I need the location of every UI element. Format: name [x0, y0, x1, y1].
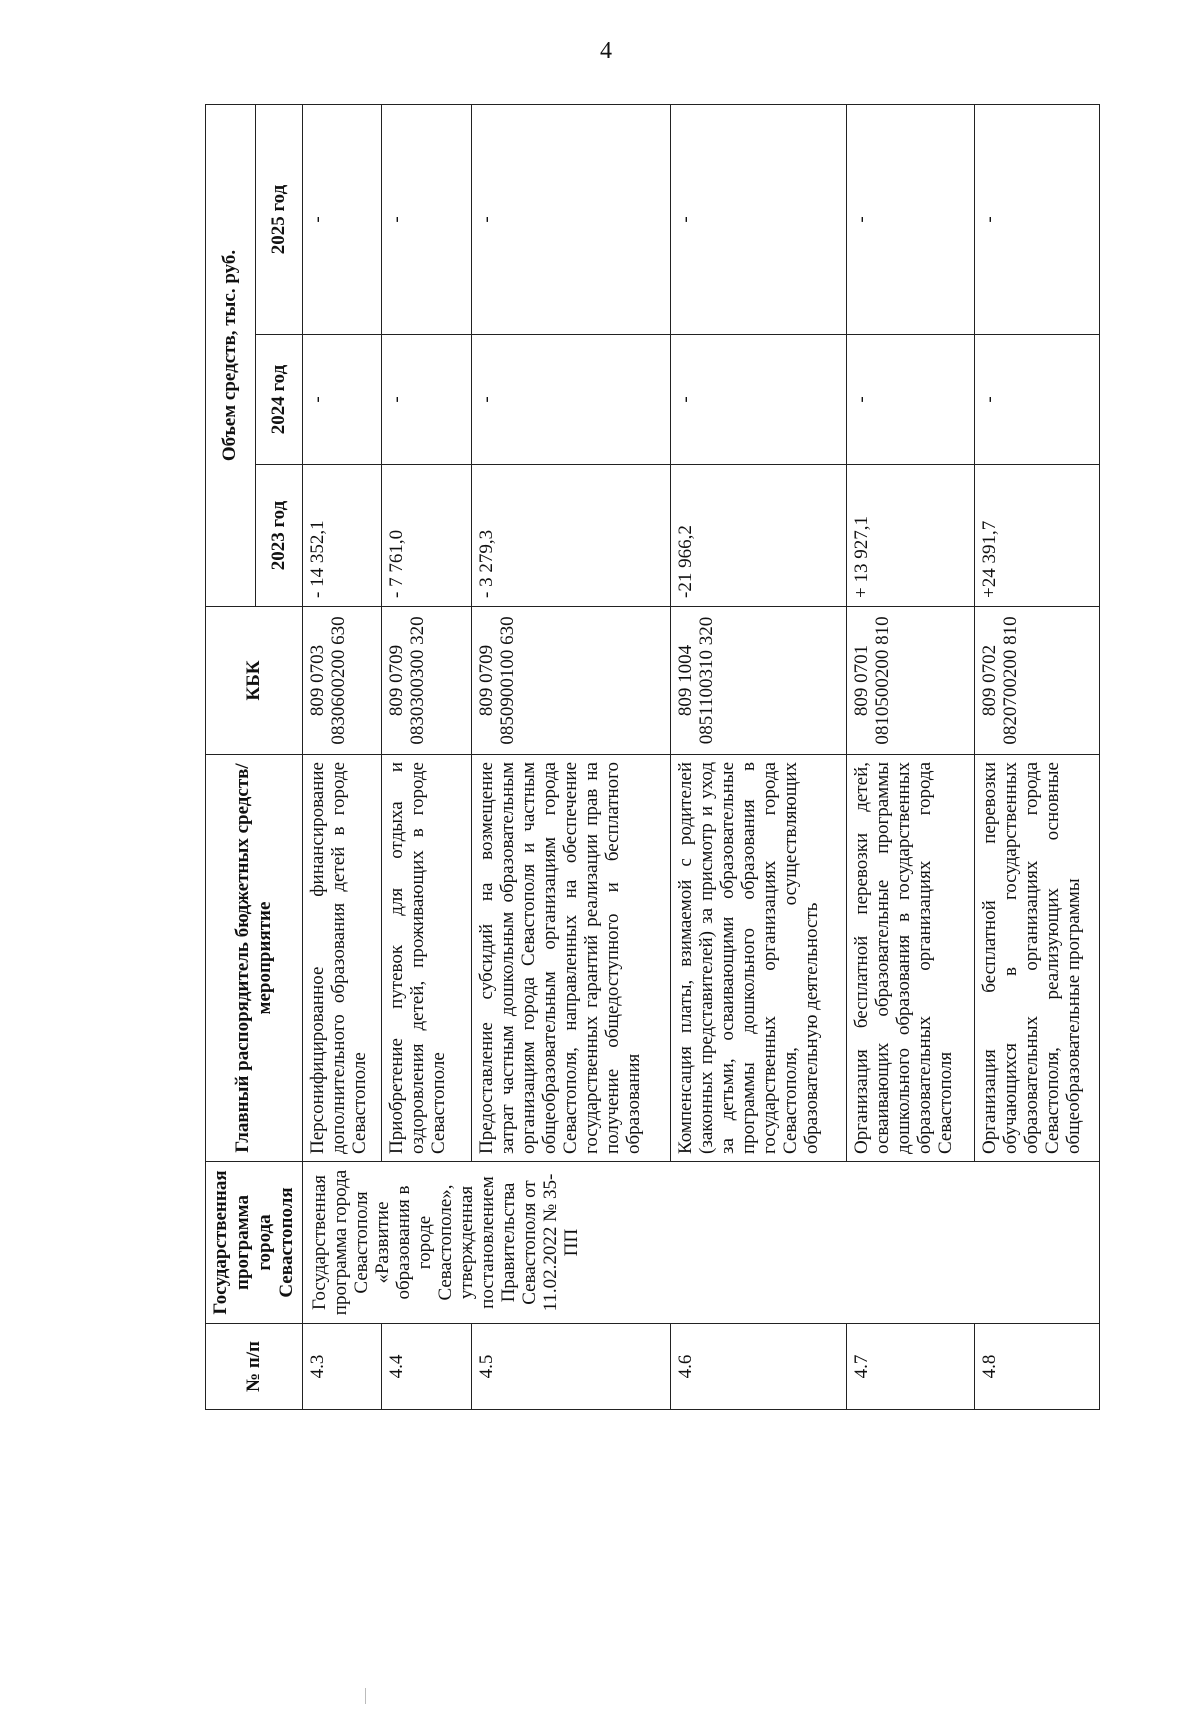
row-2025: -	[846, 104, 974, 334]
row-2024: -	[846, 335, 974, 465]
header-2024: 2024 год	[255, 335, 302, 465]
row-2023: - 3 279,3	[471, 465, 671, 607]
row-measure: Компенсация платы, взимаемой с родителей (законных представителей) за присмотр и уход за детьми, осваивающими образовательные программы дошкольного образования в государственных организациях города Севастополя, осуществляющих образовательную деятельность	[671, 755, 846, 1162]
row-num: 4.6	[671, 1324, 846, 1410]
row-num: 4.7	[846, 1324, 974, 1410]
page-number: 4	[600, 38, 612, 64]
row-num: 4.4	[381, 1324, 471, 1410]
row-2025: -	[671, 104, 846, 334]
row-2023: +24 391,7	[974, 465, 1099, 607]
row-kbk: 809 0709 0830300300 320	[381, 607, 471, 755]
row-measure: Организация бесплатной перевозки детей, осваивающих образовательные программы дошкольного образования в государственных образовательных организациях города Севастополя	[846, 755, 974, 1162]
header-kbk: КБК	[206, 607, 303, 755]
row-num: 4.8	[974, 1324, 1099, 1410]
header-measure: Главный распорядитель бюджетных средств/мероприятие	[206, 755, 303, 1162]
row-2025: -	[471, 104, 671, 334]
row-2024: -	[303, 335, 382, 465]
row-measure: Приобретение путевок для отдыха и оздоровления детей, проживающих в городе Севастополе	[381, 755, 471, 1162]
row-2023: + 13 927,1	[846, 465, 974, 607]
row-kbk: 809 0703 0830600200 630	[303, 607, 382, 755]
header-2023: 2023 год	[255, 465, 302, 607]
budget-table-container	[205, 105, 1085, 1410]
row-2024: -	[381, 335, 471, 465]
row-2025: -	[974, 104, 1099, 334]
row-measure: Организация бесплатной перевозки обучающихся в государственных образовательных организациях города Севастополя, реализующих основные общеобразовательные программы	[974, 755, 1099, 1162]
row-2023: - 14 352,1	[303, 465, 382, 607]
row-kbk: 809 0701 0810500200 810	[846, 607, 974, 755]
row-2024: -	[974, 335, 1099, 465]
row-2025: -	[381, 104, 471, 334]
row-kbk: 809 1004 0851100310 320	[671, 607, 846, 755]
row-2023: -21 966,2	[671, 465, 846, 607]
header-num: № п/п	[206, 1324, 303, 1410]
program-cell: Государственная программа города Севастополя «Развитие образования в городе Севастополе», утвержденная постановлением Правительства Севастополя от 11.02.2022 № 35-ПП	[303, 1162, 1100, 1324]
scan-mark	[365, 1688, 366, 1704]
row-num: 4.5	[471, 1324, 671, 1410]
row-2025: -	[303, 104, 382, 334]
table-row	[303, 104, 382, 1409]
header-volume: Объем средств, тыс. руб.	[206, 104, 256, 606]
row-num: 4.3	[303, 1324, 382, 1410]
row-2024: -	[671, 335, 846, 465]
header-program: Государственная программа города Севастополя	[206, 1162, 303, 1324]
row-2023: - 7 761,0	[381, 465, 471, 607]
row-2024: -	[471, 335, 671, 465]
budget-table	[205, 104, 1100, 1410]
row-measure: Предоставление субсидий на возмещение затрат частным дошкольным образовательным организациям города Севастополя и частным общеобразовательным организациям города Севастополя, направленных на обеспечение государственных гарантий реализации прав на получение общедоступного и бесплатного образования	[471, 755, 671, 1162]
row-kbk: 809 0702 0820700200 810	[974, 607, 1099, 755]
header-2025: 2025 год	[255, 104, 302, 334]
row-measure: Персонифицированное финансирование дополнительного образования детей в городе Севастополе	[303, 755, 382, 1162]
row-kbk: 809 0709 0850900100 630	[471, 607, 671, 755]
